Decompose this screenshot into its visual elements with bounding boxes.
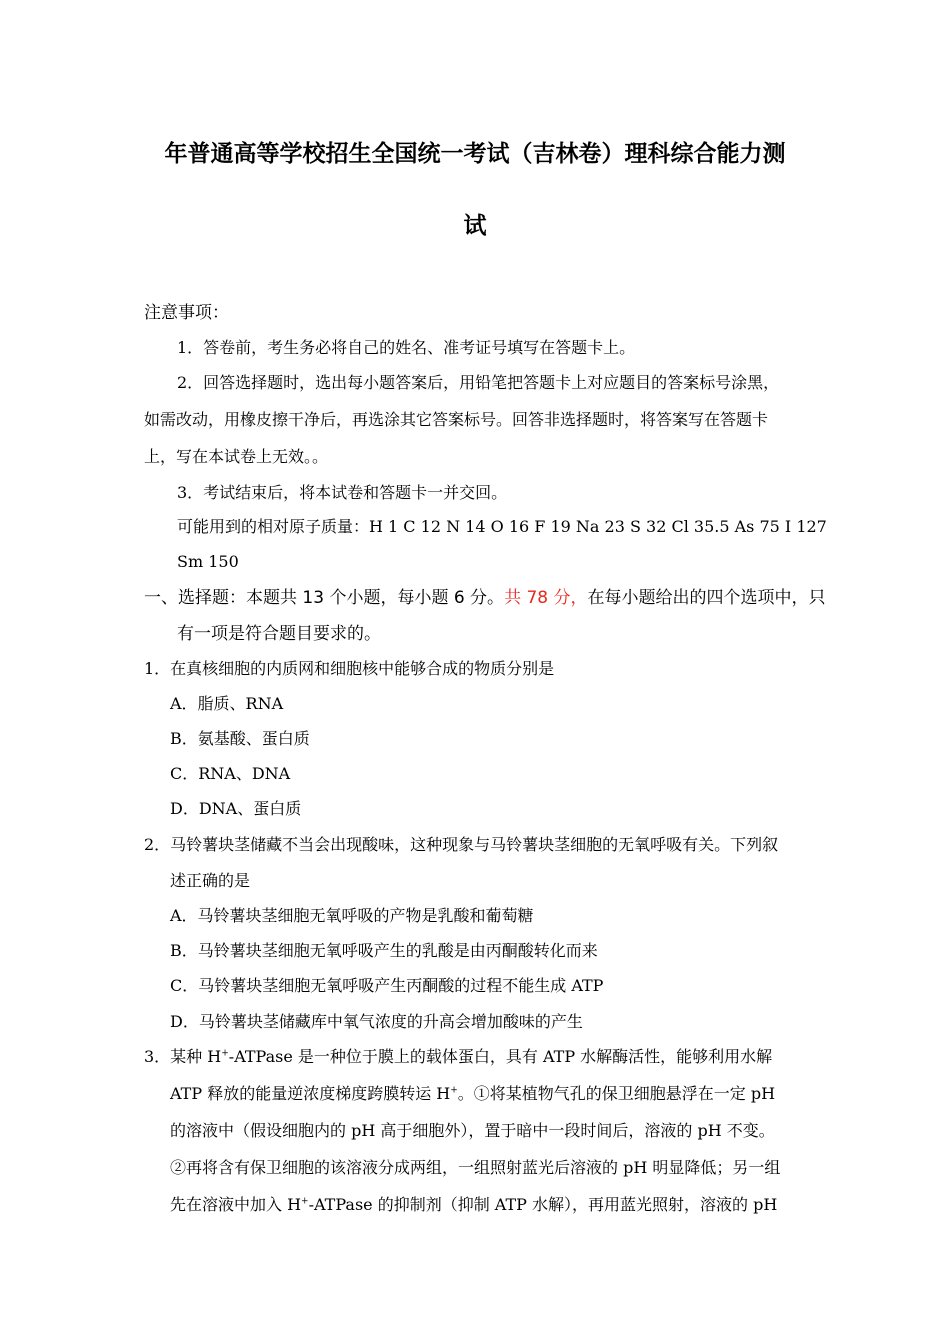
superscript-plus: + bbox=[221, 1048, 229, 1059]
question-1-stem: 1．在真核细胞的内质网和细胞核中能够合成的物质分别是 bbox=[144, 659, 555, 678]
question-2-stem-line-1: 2．马铃薯块茎储藏不当会出现酸味，这种现象与马铃薯块茎细胞的无氧呼吸有关。下列叙 bbox=[144, 835, 779, 854]
question-2-option-b: B．马铃薯块茎细胞无氧呼吸产生的乳酸是由丙酮酸转化而来 bbox=[170, 941, 598, 960]
section-1-heading-line-2: 有一项是符合题目要求的。 bbox=[177, 624, 381, 644]
question-1-option-b: B．氨基酸、蛋白质 bbox=[170, 729, 310, 748]
question-3-line-2 bbox=[170, 1083, 775, 1105]
section-1-total-score: 共 78 分， bbox=[504, 588, 588, 608]
question-3-line-2-a: ATP 释放的能量逆浓度梯度跨膜转运 H bbox=[170, 1084, 451, 1103]
notice-item-2-line-2: 如需改动，用橡皮擦干净后，再选涂其它答案标号。回答非选择题时，将答案写在答题卡 bbox=[144, 410, 769, 429]
superscript-plus: + bbox=[450, 1085, 458, 1096]
notice-item-3: 3．考试结束后，将本试卷和答题卡一并交回。 bbox=[177, 483, 508, 502]
question-1-option-a: A．脂质、RNA bbox=[170, 694, 284, 713]
notice-item-1: 1．答卷前，考生务必将自己的姓名、准考证号填写在答题卡上。 bbox=[177, 338, 636, 357]
section-1-heading-part-c: 在每小题给出的四个选项中，只 bbox=[587, 588, 826, 608]
notice-item-2-line-1: 2．回答选择题时，选出每小题答案后，用铅笔把答题卡上对应题目的答案标号涂黑， bbox=[177, 373, 780, 392]
atomic-mass-line-1: 可能用到的相对原子质量：H 1 C 12 N 14 O 16 F 19 Na 23 S 32 Cl 35.5 As 75 I 127 bbox=[177, 517, 827, 536]
question-3-line-1-a: 3．某种 H bbox=[144, 1047, 222, 1066]
exam-title-line-2: 试 bbox=[463, 213, 487, 239]
question-3-line-2-b: 。①将某植物气孔的保卫细胞悬浮在一定 pH bbox=[457, 1084, 776, 1103]
exam-title-line-1: 年普通高等学校招生全国统一考试（吉林卷）理科综合能力测 bbox=[164, 141, 786, 167]
section-1-heading bbox=[144, 587, 826, 609]
question-3-line-1 bbox=[144, 1046, 772, 1068]
question-3-line-4: ②再将含有保卫细胞的该溶液分成两组，一组照射蓝光后溶液的 pH 明显降低；另一组 bbox=[170, 1158, 781, 1177]
question-3-line-5 bbox=[170, 1194, 777, 1216]
question-3-line-1-b: -ATPase 是一种位于膜上的载体蛋白，具有 ATP 水解酶活性，能够利用水解 bbox=[228, 1047, 773, 1066]
question-2-option-d: D．马铃薯块茎储藏库中氧气浓度的升高会增加酸味的产生 bbox=[170, 1012, 583, 1031]
question-2-option-a: A．马铃薯块茎细胞无氧呼吸的产物是乳酸和葡萄糖 bbox=[170, 906, 534, 925]
atomic-mass-line-2: Sm 150 bbox=[177, 552, 239, 571]
question-3-line-5-a: 先在溶液中加入 H bbox=[170, 1195, 302, 1214]
superscript-plus: + bbox=[301, 1196, 309, 1207]
question-1-option-d: D．DNA、蛋白质 bbox=[170, 799, 302, 818]
notice-heading: 注意事项： bbox=[144, 303, 229, 323]
question-2-stem-line-2: 述正确的是 bbox=[170, 871, 251, 890]
question-3-line-5-b: -ATPase 的抑制剂（抑制 ATP 水解），再用蓝光照射，溶液的 pH bbox=[308, 1195, 778, 1214]
question-3-line-3: 的溶液中（假设细胞内的 pH 高于细胞外），置于暗中一段时间后，溶液的 pH 不变。 bbox=[170, 1121, 775, 1140]
question-2-option-c: C．马铃薯块茎细胞无氧呼吸产生丙酮酸的过程不能生成 ATP bbox=[170, 976, 604, 995]
section-1-heading-part-a: 一、选择题：本题共 13 个小题，每小题 6 分。 bbox=[144, 588, 505, 608]
question-1-option-c: C．RNA、DNA bbox=[170, 764, 291, 783]
notice-item-2-line-3: 上，写在本试卷上无效。。 bbox=[144, 447, 329, 466]
